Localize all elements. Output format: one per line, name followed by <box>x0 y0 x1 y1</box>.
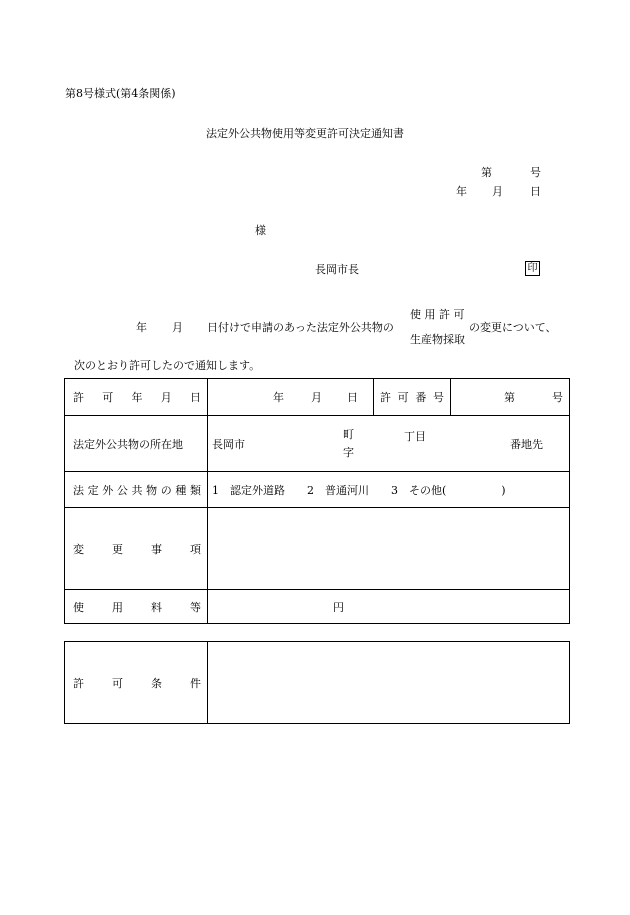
conditions-table <box>64 641 570 724</box>
body-option-bottom: 生産物採取 <box>410 333 465 346</box>
permit-number-suffix: 号 <box>552 391 563 404</box>
document-title: 法定外公共物使用等変更許可決定通知書 <box>206 127 404 140</box>
label-char: 公 <box>116 483 128 497</box>
label-char: 許 <box>73 391 84 404</box>
label-char: 共 <box>131 483 143 497</box>
type-options[interactable] <box>208 472 570 508</box>
permit-details-table <box>64 378 570 624</box>
label-char: 許 <box>73 676 84 690</box>
changes-value[interactable] <box>208 508 570 590</box>
permit-number-value[interactable] <box>451 379 570 416</box>
date-day: 日 <box>530 185 541 198</box>
location-banchi: 番地先 <box>510 437 543 451</box>
addressee-suffix: 様 <box>255 224 266 237</box>
conditions-row <box>65 642 570 724</box>
label-char: 更 <box>112 542 123 556</box>
label-char: 可 <box>102 391 114 404</box>
permit-year: 年 <box>273 391 284 404</box>
date-month: 月 <box>492 185 503 198</box>
changes-row <box>65 508 570 590</box>
label-char: 号 <box>432 391 444 404</box>
label-char: 使 <box>73 600 84 614</box>
type-label <box>65 472 208 508</box>
changes-label <box>65 508 208 590</box>
label-char: 物 <box>146 483 158 497</box>
body-text-before: 日付けで申請のあった法定外公共物の <box>207 321 394 334</box>
permit-month: 月 <box>311 391 322 404</box>
location-machi: 町 <box>343 428 354 441</box>
label-char: 条 <box>151 676 162 690</box>
label-char: 許 <box>380 391 391 404</box>
body-year: 年 <box>136 321 147 334</box>
issuer-name: 長岡市長 <box>315 263 359 276</box>
body-text-after: の変更について、 <box>469 321 557 334</box>
label-char: 事 <box>151 542 162 556</box>
label-char: 外 <box>102 483 114 497</box>
type-row <box>65 472 570 508</box>
conditions-value[interactable] <box>208 642 570 724</box>
label-char: 可 <box>397 391 409 404</box>
label-char: 類 <box>190 483 201 497</box>
permit-date-label <box>65 379 208 416</box>
doc-number-prefix: 第 <box>481 166 492 179</box>
conditions-label <box>65 642 208 724</box>
fee-label <box>65 590 208 624</box>
label-char: 月 <box>160 391 172 404</box>
doc-number-suffix: 号 <box>530 166 541 179</box>
label-char: 料 <box>151 600 162 614</box>
label-char: 項 <box>190 542 201 556</box>
label-char: 用 <box>112 600 123 614</box>
label-char: 可 <box>112 676 123 690</box>
body-month: 月 <box>172 321 183 334</box>
location-label <box>65 416 208 472</box>
location-chome: 丁目 <box>404 430 426 443</box>
location-value[interactable] <box>208 416 570 472</box>
label-char: 等 <box>190 600 201 614</box>
label-char: の <box>160 483 172 497</box>
fee-row <box>65 590 570 624</box>
body-line-2: 次のとおり許可したので通知します。 <box>74 359 261 372</box>
date-year: 年 <box>456 185 467 198</box>
form-number: 第8号様式(第4条関係) <box>65 87 176 100</box>
label-char: 番 <box>415 391 427 404</box>
label-char: 変 <box>73 542 84 556</box>
location-city: 長岡市 <box>212 437 245 451</box>
permit-number-prefix: 第 <box>504 391 515 404</box>
label-char: 年 <box>131 391 143 404</box>
type-options-text: 1 認定外道路 2 普通河川 3 その他( ) <box>212 483 506 497</box>
seal-mark: 印 <box>525 261 540 276</box>
label-char: 種 <box>175 483 187 497</box>
fee-value[interactable] <box>208 590 570 624</box>
label-char: 法 <box>73 483 84 497</box>
permit-date-row <box>65 379 570 416</box>
label-char: 件 <box>190 676 201 690</box>
label-char: 日 <box>190 391 201 404</box>
permit-number-label <box>374 379 451 416</box>
location-aza: 字 <box>343 446 354 459</box>
permit-date-value[interactable] <box>208 379 374 416</box>
location-label-text: 法定外公共物の所在地 <box>73 437 183 451</box>
seal-icon <box>525 261 540 276</box>
permit-day: 日 <box>347 391 358 404</box>
fee-unit: 円 <box>333 600 344 614</box>
body-option-top: 使 用 許 可 <box>410 308 465 321</box>
location-row <box>65 416 570 472</box>
label-char: 定 <box>87 483 99 497</box>
